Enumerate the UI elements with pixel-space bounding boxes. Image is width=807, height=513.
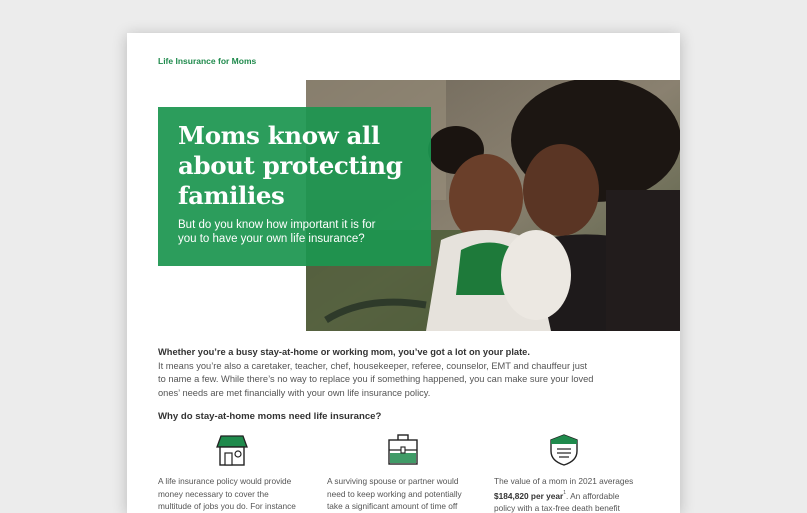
column-line: multitude of jobs you do. For instance <box>158 501 296 512</box>
column-line: The value of a mom in 2021 averages <box>494 476 634 486</box>
house-icon <box>215 433 249 467</box>
section-heading: Why do stay-at-home moms need life insurance? <box>158 411 382 423</box>
benefit-column <box>494 475 649 513</box>
hero-subtitle-line: But do you know how important it is for <box>178 219 376 231</box>
hero-title <box>178 121 411 211</box>
hero-panel <box>158 107 431 266</box>
hero-subtitle <box>178 218 411 246</box>
intro-paragraph <box>158 346 618 400</box>
briefcase-icon <box>386 433 420 467</box>
intro-line: It means you’re also a caretaker, teacher, chef, housekeeper, referee, counselor, EMT and chauffeur just <box>158 360 588 371</box>
column-text: 1 <box>563 490 566 497</box>
hero-title-line: Moms know all <box>178 121 380 150</box>
column-line: . An affordable <box>565 490 620 501</box>
value-highlight: $184,820 per year <box>494 490 564 501</box>
document-page <box>127 33 680 513</box>
column-line: A surviving spouse or partner would <box>327 476 459 486</box>
hero-title-line: families <box>178 181 285 210</box>
column-line: take a significant amount of time off <box>327 501 458 512</box>
column-line: policy with a tax-free death benefit <box>494 502 620 513</box>
benefit-column <box>327 475 482 513</box>
hero-subtitle-line: you to have your own life insurance? <box>178 233 365 245</box>
benefit-column <box>158 475 313 513</box>
intro-line: ones’ needs are met financially with your own life insurance policy. <box>158 387 431 398</box>
shield-icon <box>547 433 581 467</box>
hero-title-line: about protecting <box>178 151 403 180</box>
eyebrow-label: Life Insurance for Moms <box>158 56 257 66</box>
column-line: money necessary to cover the <box>158 488 269 499</box>
column-line: A life insurance policy would provide <box>158 476 292 486</box>
column-line: need to keep working and potentially <box>327 488 462 499</box>
intro-line: to name a few. While there’s no way to replace you if something happened, you can make sure your loved <box>158 374 594 385</box>
intro-section <box>158 346 618 424</box>
intro-lead: Whether you’re a busy stay-at-home or working mom, you’ve got a lot on your plate. <box>158 347 530 357</box>
